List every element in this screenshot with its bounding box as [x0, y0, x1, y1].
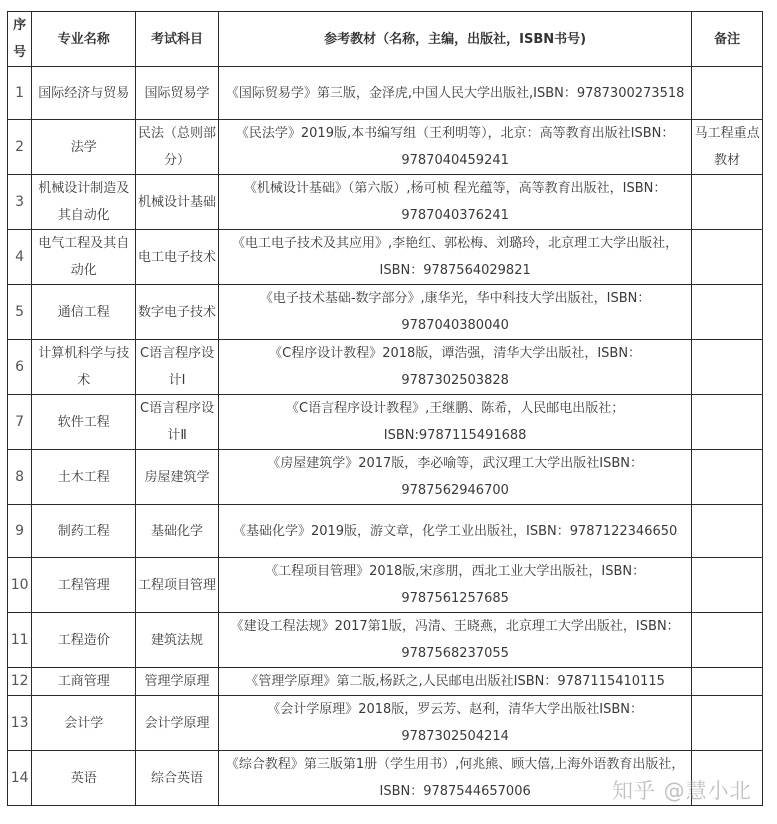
table-row	[8, 340, 763, 395]
cell-no: 5	[8, 285, 32, 340]
cell-note	[692, 395, 763, 450]
cell-major: 工程管理	[32, 558, 136, 613]
header-book: 参考教材（名称，主编，出版社，ISBN书号)	[218, 12, 691, 67]
cell-major: 工商管理	[32, 668, 136, 696]
cell-no: 8	[8, 450, 32, 505]
watermark: 知乎 @慧小北	[612, 779, 752, 803]
cell-no: 11	[8, 613, 32, 668]
table-row	[8, 285, 763, 340]
cell-book: 《会计学原理》2018版，罗云芳、赵利，清华大学出版社ISBN：9787302504214	[218, 696, 691, 751]
cell-major: 国际经济与贸易	[32, 67, 136, 120]
cell-no: 1	[8, 67, 32, 120]
cell-major: 英语	[32, 751, 136, 806]
cell-note	[692, 340, 763, 395]
cell-subject: 基础化学	[136, 505, 219, 558]
cell-note	[692, 668, 763, 696]
cell-subject: 国际贸易学	[136, 67, 219, 120]
cell-book: 《管理学原理》第二版,杨跃之,人民邮电出版社ISBN：9787115410115	[218, 668, 691, 696]
cell-book: 《机械设计基础》（第六版）,杨可桢 程光蕴等，高等教育出版社，ISBN：9787040376241	[218, 175, 691, 230]
table-header-row	[8, 12, 763, 67]
header-subject: 考试科目	[136, 12, 219, 67]
cell-subject: 综合英语	[136, 751, 219, 806]
table-row	[8, 395, 763, 450]
table-row	[8, 696, 763, 751]
cell-note	[692, 558, 763, 613]
cell-book: 《电子技术基础-数字部分》,康华光，华中科技大学出版社，ISBN：9787040380040	[218, 285, 691, 340]
cell-book: 《电工电子技术及其应用》,李艳红、郭松梅、刘璐玲，北京理工大学出版社，ISBN：9787564029821	[218, 230, 691, 285]
cell-major: 软件工程	[32, 395, 136, 450]
cell-no: 7	[8, 395, 32, 450]
cell-note	[692, 696, 763, 751]
table-row	[8, 120, 763, 175]
cell-book: 《民法学》2019版,本书编写组（王利明等），北京：高等教育出版社ISBN：9787040459241	[218, 120, 691, 175]
cell-subject: 民法（总则部分）	[136, 120, 219, 175]
cell-no: 4	[8, 230, 32, 285]
table-row	[8, 450, 763, 505]
cell-book: 《C语言程序设计教程》,王继鹏、陈希，人民邮电出版社；ISBN:9787115491688	[218, 395, 691, 450]
cell-note	[692, 505, 763, 558]
cell-note	[692, 175, 763, 230]
cell-major: 机械设计制造及其自动化	[32, 175, 136, 230]
header-note: 备注	[692, 12, 763, 67]
cell-subject: 建筑法规	[136, 613, 219, 668]
cell-book: 《C程序设计教程》2018版，谭浩强，清华大学出版社，ISBN：9787302503828	[218, 340, 691, 395]
cell-subject: C语言程序设计Ⅰ	[136, 340, 219, 395]
cell-major: 工程造价	[32, 613, 136, 668]
table-row	[8, 67, 763, 120]
cell-subject: C语言程序设计Ⅱ	[136, 395, 219, 450]
table-row	[8, 175, 763, 230]
cell-book: 《房屋建筑学》2017版，李必喻等，武汉理工大学出版社ISBN：9787562946700	[218, 450, 691, 505]
cell-no: 9	[8, 505, 32, 558]
header-no: 序号	[8, 12, 32, 67]
cell-subject: 数字电子技术	[136, 285, 219, 340]
cell-note	[692, 285, 763, 340]
cell-note	[692, 613, 763, 668]
cell-subject: 管理学原理	[136, 668, 219, 696]
textbook-table	[7, 11, 763, 806]
cell-book: 《国际贸易学》第三版，金泽虎,中国人民大学出版社,ISBN：9787300273518	[218, 67, 691, 120]
cell-subject: 工程项目管理	[136, 558, 219, 613]
cell-book: 《综合教程》第三版第1册（学生用书）,何兆熊、顾大僖,上海外语教育出版社，ISBN：9787544657006	[218, 751, 691, 806]
table-row	[8, 668, 763, 696]
cell-major: 会计学	[32, 696, 136, 751]
table-row	[8, 505, 763, 558]
cell-book: 《建设工程法规》2017第1版，冯清、王晓燕，北京理工大学出版社，ISBN：9787568237055	[218, 613, 691, 668]
cell-no: 10	[8, 558, 32, 613]
cell-subject: 电工电子技术	[136, 230, 219, 285]
cell-major: 电气工程及其自动化	[32, 230, 136, 285]
cell-note	[692, 450, 763, 505]
header-major: 专业名称	[32, 12, 136, 67]
cell-major: 通信工程	[32, 285, 136, 340]
cell-major: 法学	[32, 120, 136, 175]
cell-note: 马工程重点教材	[692, 120, 763, 175]
cell-subject: 会计学原理	[136, 696, 219, 751]
cell-subject: 机械设计基础	[136, 175, 219, 230]
cell-note	[692, 67, 763, 120]
cell-book: 《基础化学》2019版，游文章，化学工业出版社，ISBN：9787122346650	[218, 505, 691, 558]
table-row	[8, 230, 763, 285]
table-row	[8, 558, 763, 613]
cell-no: 6	[8, 340, 32, 395]
cell-major: 制药工程	[32, 505, 136, 558]
cell-major: 土木工程	[32, 450, 136, 505]
cell-subject: 房屋建筑学	[136, 450, 219, 505]
table-row	[8, 613, 763, 668]
cell-no: 13	[8, 696, 32, 751]
cell-no: 12	[8, 668, 32, 696]
cell-no: 2	[8, 120, 32, 175]
cell-note	[692, 230, 763, 285]
cell-book: 《工程项目管理》2018版,宋彦朋，西北工业大学出版社，ISBN：9787561257685	[218, 558, 691, 613]
cell-no: 3	[8, 175, 32, 230]
cell-no: 14	[8, 751, 32, 806]
cell-major: 计算机科学与技术	[32, 340, 136, 395]
